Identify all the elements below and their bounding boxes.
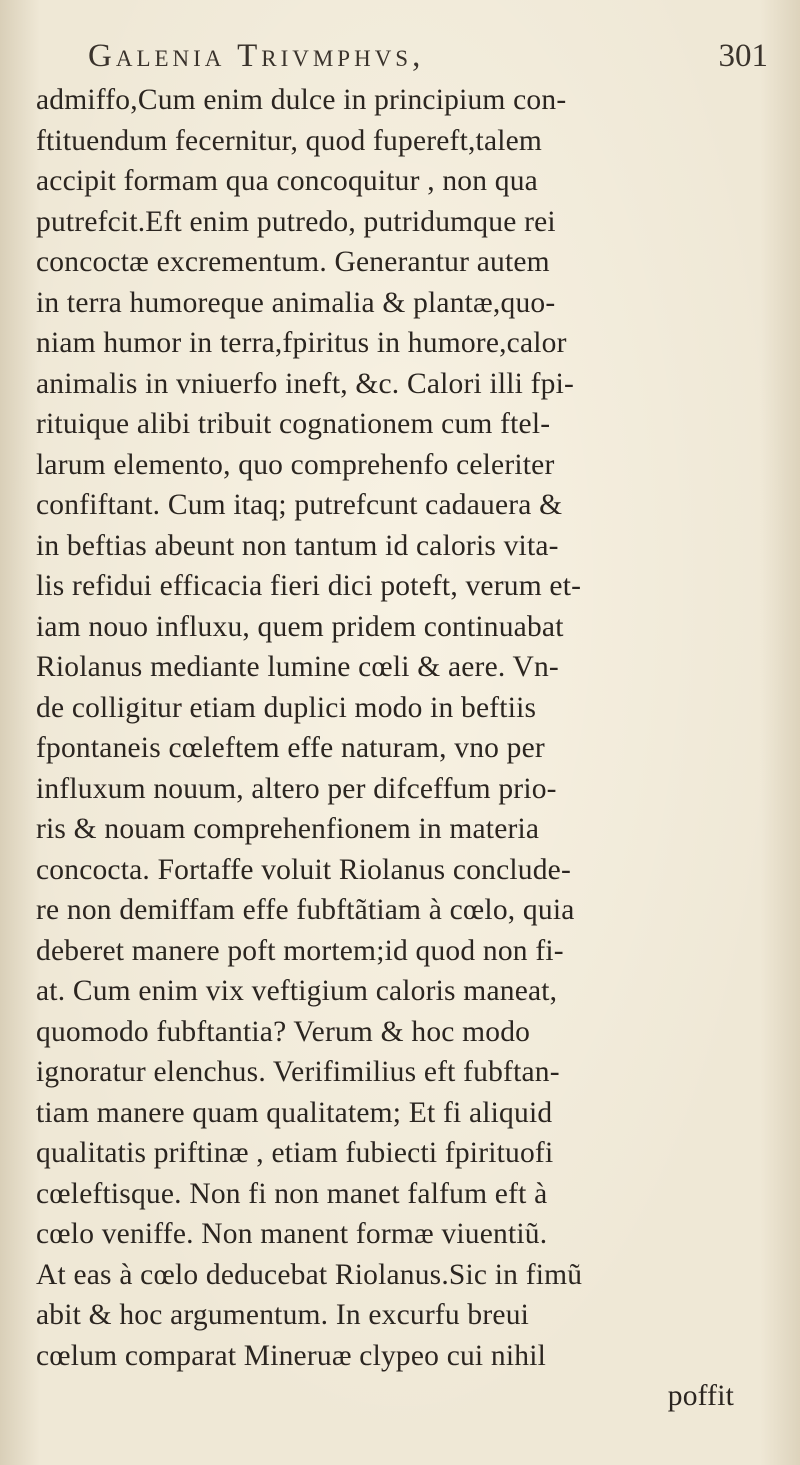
text-line: animalis in vniuerfo ineft, &c. Calori illi fpi- — [36, 367, 575, 400]
text-line: concoctæ excrementum. Generantur autem — [36, 246, 550, 278]
text-line: re non demiffam effe fubftãtiam à cœlo, quia — [36, 894, 575, 926]
text-line: cœlum comparat Mineruæ clypeo cui nihil — [36, 1339, 546, 1372]
text-line: influxum nouum, altero per difceffum prio- — [36, 772, 557, 805]
text-line: ris & nouam comprehenfionem in materia — [36, 813, 540, 845]
text-line: accipit formam qua concoquitur , non qua — [36, 165, 538, 197]
text-line: abit & hoc argumentum. In excurfu breui — [36, 1299, 530, 1331]
page-header — [88, 38, 778, 78]
text-line: At eas à cœlo deducebat Riolanus.Sic in fimũ — [36, 1258, 583, 1291]
text-line: in terra humoreque animalia & plantæ,quo- — [36, 286, 556, 319]
text-line: in beftias abeunt non tantum id caloris vita- — [36, 529, 559, 562]
text-line: larum elemento, quo comprehenfo celeriter — [36, 448, 555, 481]
body-text — [36, 80, 776, 1417]
text-line: tiam manere quam qualitatem; Et fi aliquid — [36, 1096, 553, 1129]
text-line: at. Cum enim vix veftigium caloris maneat, — [36, 975, 558, 1007]
text-line: Riolanus mediante lumine cœli & aere. Vn- — [36, 651, 559, 683]
text-line: niam humor in terra,fpiritus in humore,calor — [36, 327, 567, 359]
text-line: admiffo,Cum enim dulce in principium con- — [36, 84, 567, 116]
text-line: fpontaneis cœleftem effe naturam, vno per — [36, 732, 545, 764]
page-number: 301 — [718, 38, 768, 74]
text-line: lis refidui efficacia fieri dici poteft, verum et- — [36, 570, 582, 602]
text-line: concocta. Fortaffe voluit Riolanus conclude- — [36, 853, 572, 886]
text-line: cœlo veniffe. Non manent formæ viuentiũ. — [36, 1218, 548, 1250]
text-line: cœleftisque. Non fi non manet falfum eft à — [36, 1177, 548, 1210]
text-line: qualitatis priftinæ , etiam fubiecti fpirituofi — [36, 1137, 554, 1169]
text-line: ftituendum fecernitur, quod fupereft,talem — [36, 124, 543, 157]
text-line: quomodo fubftantia? Verum & hoc modo — [36, 1015, 531, 1048]
text-line: iam nouo influxu, quem pridem continuabat — [36, 610, 564, 643]
text-line: confiftant. Cum itaq; putrefcunt cadauera & — [36, 489, 563, 521]
running-title: Galenia Trivmphvs, — [88, 38, 425, 74]
catchword: poffit — [667, 1380, 734, 1412]
text-line: rituique alibi tribuit cognationem cum ftel- — [36, 408, 551, 440]
text-line: deberet manere poft mortem;id quod non fi- — [36, 934, 564, 967]
text-line: de colligitur etiam duplici modo in beftiis — [36, 691, 537, 724]
text-line: putrefcit.Eft enim putredo, putridumque rei — [36, 205, 556, 238]
text-line: ignoratur elenchus. Verifimilius eft fubftan- — [36, 1056, 560, 1088]
